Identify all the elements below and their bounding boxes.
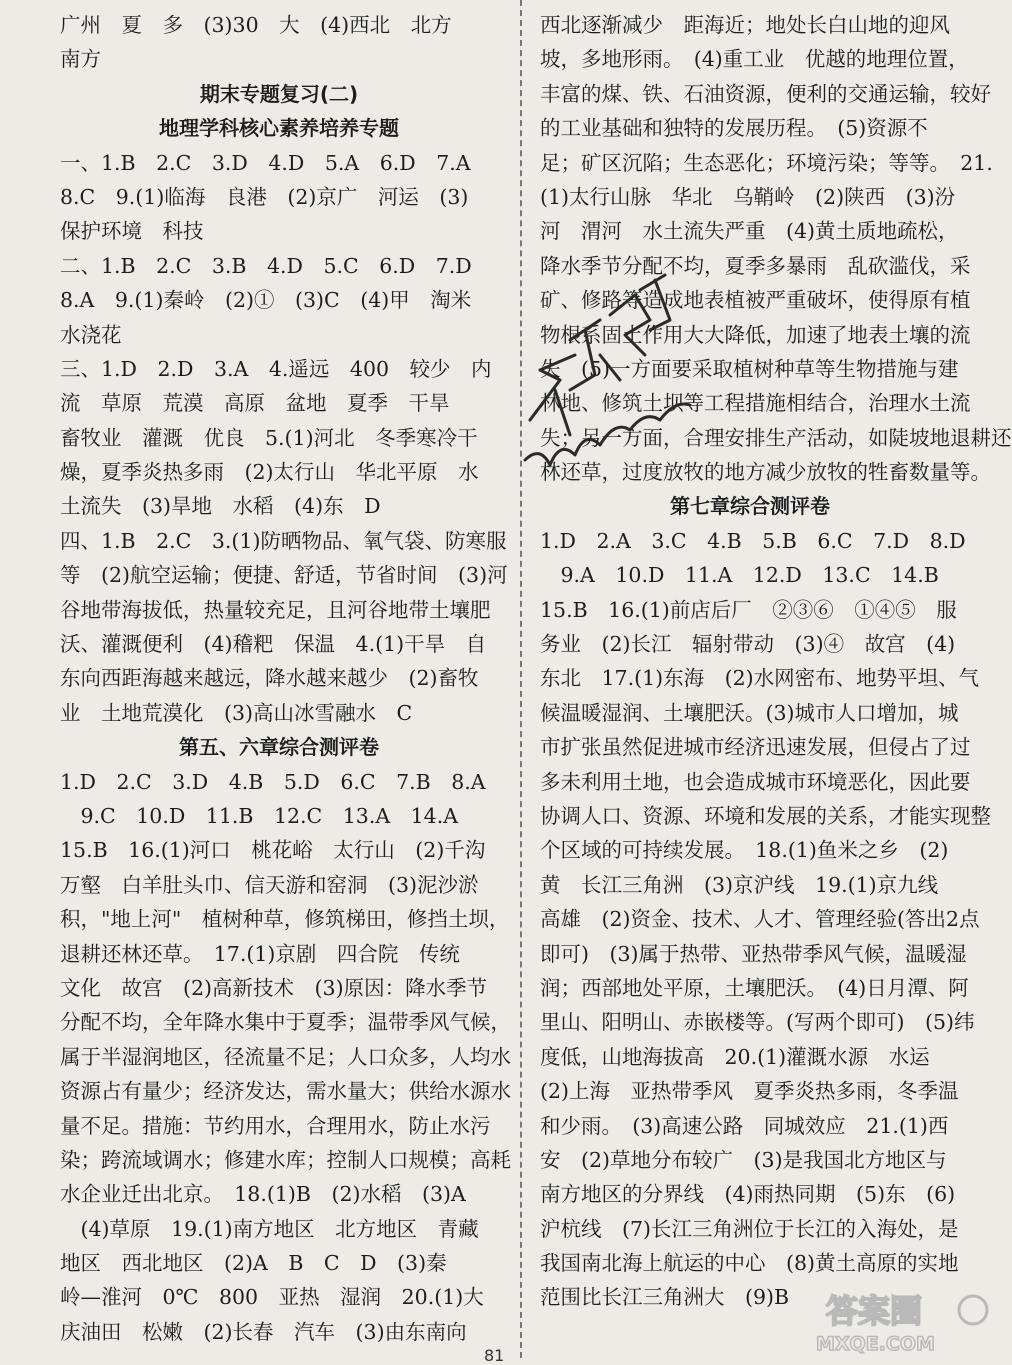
answer-line: 文化 故宫 (2)高新技术 (3)原因：降水季节	[60, 975, 488, 1000]
answer-line: (4)草原 19.(1)南方地区 北方地区 青藏	[60, 1216, 479, 1241]
section-heading: 第七章综合测评卷	[670, 494, 830, 519]
answer-line: 染；跨流域调水；修建水库；控制人口规模；高耗	[60, 1147, 511, 1172]
page-number: 81	[484, 1346, 505, 1365]
right-column	[540, 8, 1012, 1315]
answer-line: 市扩张虽然促进城市经济迅速发展，但侵占了过	[540, 735, 971, 760]
answer-line: 黄 长江三角洲 (3)京沪线 19.(1)京九线	[540, 872, 939, 897]
section-heading: 地理学科核心素养培养专题	[159, 116, 399, 141]
column-divider	[520, 0, 522, 1358]
answer-line: 量不足。措施：节约用水，合理用水，防止水污	[60, 1113, 491, 1138]
answer-line: 燥，夏季炎热多雨 (2)太行山 华北平原 水	[60, 460, 479, 485]
watermark-url: MXQE.COM	[816, 1333, 935, 1355]
answer-line: (1)太行山脉 华北 乌鞘岭 (2)陕西 (3)汾	[540, 184, 956, 209]
left-column	[60, 8, 511, 1349]
watermark-circle-icon	[959, 1296, 987, 1324]
answer-line: 物根系固土作用大大降低，加速了地表土壤的流	[540, 322, 971, 347]
answer-line: 9.A 10.D 11.A 12.D 13.C 14.B	[540, 563, 939, 588]
answer-line: 1.D 2.A 3.C 4.B 5.B 6.C 7.D 8.D	[540, 528, 966, 553]
answer-line: 分配不均，全年降水集中于夏季；温带季风气候，	[60, 1010, 511, 1035]
answer-line: 水浇花	[60, 322, 122, 347]
answer-line: 丰富的煤、铁、石油资源，便利的交通运输，较好	[540, 81, 991, 106]
answer-line: 林还草，过度放牧的地方减少放牧的牲畜数量等。	[540, 460, 991, 485]
answer-line: 等 (2)航空运输；便捷、舒适，节省时间 (3)河	[60, 563, 508, 588]
answer-line: 降水季节分配不均，夏季多暴雨 乱砍滥伐，采	[540, 253, 971, 278]
watermark-logo	[808, 1282, 993, 1354]
section-heading: 第五、六章综合测评卷	[179, 735, 379, 760]
answer-line: 润；西部地处平原，土壤肥沃。 (4)日月潭、阿	[540, 975, 969, 1000]
answer-line: 失；另一方面，合理安排生产活动，如陡坡地退耕还	[540, 425, 1012, 450]
answer-line: 东向西距海越来越远，降水越来越少 (2)畜牧	[60, 666, 479, 691]
answer-line: 即可) (3)属于热带、亚热带季风气候，温暖湿	[540, 941, 967, 966]
answer-line: 我国南北海上航运的中心 (8)黄土高原的实地	[540, 1251, 959, 1276]
answer-line: 多未利用土地，也会造成城市环境恶化，因此要	[540, 769, 971, 794]
answer-line: 1.D 2.C 3.D 4.B 5.D 6.C 7.B 8.A	[60, 769, 486, 794]
answer-line: 一、1.B 2.C 3.D 4.D 5.A 6.D 7.A	[60, 150, 471, 175]
answer-line: 南方	[60, 47, 101, 72]
answer-line: 退耕还林还草。 17.(1)京剧 四合院 传统	[60, 941, 460, 966]
answer-line: 8.C 9.(1)临海 良港 (2)京广 河运 (3)	[60, 184, 469, 209]
answer-line: 范围比长江三角洲大 (9)B	[540, 1285, 790, 1310]
answer-line: 安 (2)草地分布较广 (3)是我国北方地区与	[540, 1147, 947, 1172]
watermark-text: 答案圈	[826, 1292, 923, 1330]
answer-line: 的工业基础和独特的发展历程。 (5)资源不	[540, 116, 928, 141]
answer-line: 保护环境 科技	[60, 219, 204, 244]
answer-line: 属于半湿润地区，径流量不足；人口众多，人均水	[60, 1044, 511, 1069]
section-heading: 期末专题复习(二)	[199, 81, 359, 106]
answer-line: 二、1.B 2.C 3.B 4.D 5.C 6.D 7.D	[60, 253, 472, 278]
answer-line: 矿、修路等造成地表植被严重破坏，使得原有植	[540, 288, 971, 313]
answer-line: 失 (5)一方面要采取植树种草等生物措施与建	[540, 356, 959, 381]
answer-line: 坡，多地形雨。 (4)重工业 优越的地理位置，	[540, 47, 969, 72]
answer-line: 15.B 16.(1)前店后厂 ②③⑥ ①④⑤ 服	[540, 597, 957, 622]
answer-line: 水企业迁出北京。 18.(1)B (2)水稻 (3)A	[60, 1182, 466, 1207]
answer-line: 东北 17.(1)东海 (2)水网密布、地势平坦、气	[540, 666, 980, 691]
answer-line: 四、1.B 2.C 3.(1)防晒物品、氧气袋、防寒服	[60, 528, 507, 553]
answer-line: 度低，山地海拔高 20.(1)灌溉水源 水运	[540, 1044, 930, 1069]
answer-line: 务业 (2)长江 辐射带动 (3)④ 故宫 (4)	[540, 632, 956, 657]
answer-line: 高雄 (2)资金、技术、人才、管理经验(答出2点	[540, 907, 980, 932]
answer-line: 15.B 16.(1)河口 桃花峪 太行山 (2)千沟	[60, 838, 486, 863]
answer-line: 岭—淮河 0℃ 800 亚热 湿润 20.(1)大	[60, 1285, 484, 1310]
answer-line: 资源占有量少；经济发达，需水量大；供给水源水	[60, 1079, 511, 1104]
answer-line: 庆油田 松嫩 (2)长春 汽车 (3)由东南向	[60, 1319, 467, 1344]
answer-line: 候温暖湿润、土壤肥沃。(3)城市人口增加，城	[540, 700, 959, 725]
answer-line: 土流失 (3)旱地 水稻 (4)东 D	[60, 494, 381, 519]
answer-line: 业 土地荒漠化 (3)高山冰雪融水 C	[60, 700, 413, 725]
answer-line: 和少雨。 (3)高速公路 同城效应 21.(1)西	[540, 1113, 949, 1138]
answer-line: 足；矿区沉陷；生态恶化；环境污染；等等。 21.	[540, 150, 993, 175]
answer-line: 沪杭线 (7)长江三角洲位于长江的入海处，是	[540, 1216, 959, 1241]
answer-line: 积，"地上河" 植树种草，修筑梯田，修挡土坝，	[60, 907, 510, 932]
answer-line: (2)上海 亚热带季风 夏季炎热多雨，冬季温	[540, 1079, 959, 1104]
answer-line: 个区域的可持续发展。 18.(1)鱼米之乡 (2)	[540, 838, 949, 863]
answer-line: 南方地区的分界线 (4)雨热同期 (5)东 (6)	[540, 1182, 956, 1207]
answer-line: 流 草原 荒漠 高原 盆地 夏季 干旱	[60, 391, 450, 416]
answer-line: 地区 西北地区 (2)A B C D (3)秦	[60, 1251, 447, 1276]
answer-line: 广州 夏 多 (3)30 大 (4)西北 北方	[60, 13, 452, 37]
answer-line: 9.C 10.D 11.B 12.C 13.A 14.A	[60, 803, 459, 828]
answer-line: 协调人口、资源、环境和发展的关系，才能实现整	[540, 803, 991, 828]
answer-line: 西北逐渐减少 距海近；地处长白山地的迎风	[540, 13, 950, 37]
answer-line: 河 渭河 水土流失严重 (4)黄土质地疏松，	[540, 219, 959, 244]
answer-line: 8.A 9.(1)秦岭 (2)① (3)C (4)甲 淘米	[60, 288, 472, 313]
answer-line: 谷地带海拔低，热量较充足，且河谷地带土壤肥	[60, 597, 491, 622]
answer-line: 沃、灌溉便利 (4)稽粑 保温 4.(1)干旱 自	[60, 632, 487, 657]
answer-line: 万壑 白羊肚头巾、信天游和窑洞 (3)泥沙淤	[60, 872, 479, 897]
answer-line: 里山、阳明山、赤嵌楼等。(写两个即可) (5)纬	[540, 1010, 975, 1035]
handwritten-signature	[500, 260, 700, 480]
answer-line: 林地、修筑土坝等工程措施相结合，治理水土流	[540, 391, 971, 416]
answer-line: 畜牧业 灌溉 优良 5.(1)河北 冬季寒冷干	[60, 425, 478, 450]
answer-line: 三、1.D 2.D 3.A 4.遥远 400 较少 内	[60, 356, 492, 381]
